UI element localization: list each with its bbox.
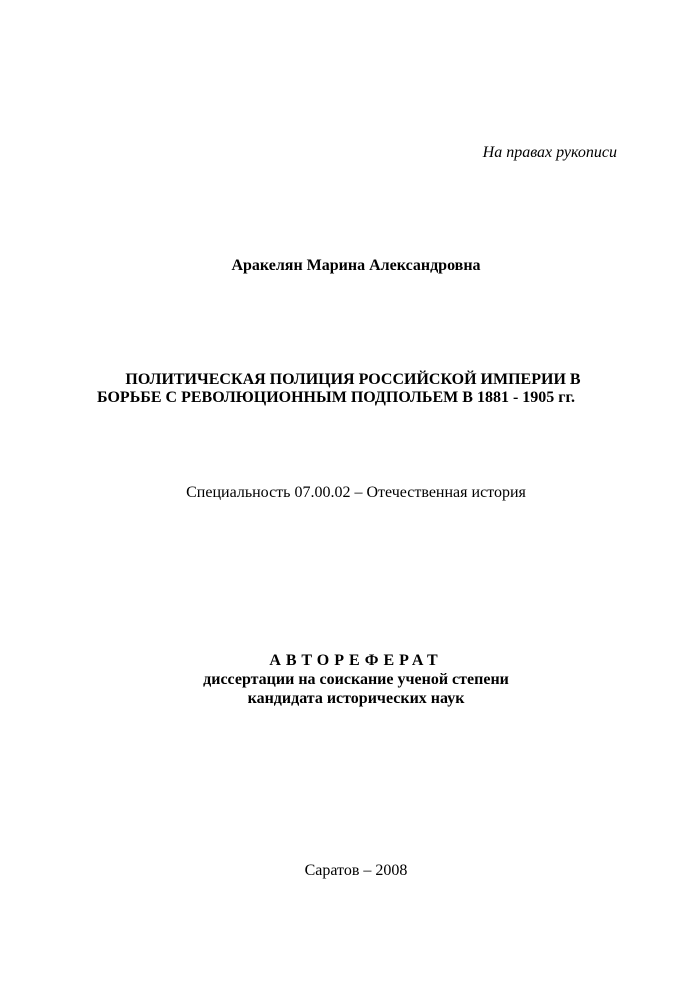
dissertation-title-line-1: ПОЛИТИЧЕСКАЯ ПОЛИЦИЯ РОССИЙСКОЙ ИМПЕРИИ В: [125, 371, 581, 388]
manuscript-rights-note: На правах рукописи: [482, 144, 617, 161]
abstract-subtitle-line-1: диссертации на соискание ученой степени: [203, 671, 509, 688]
abstract-heading: АВТОРЕФЕРАТ: [269, 652, 443, 669]
place-and-year: Саратов – 2008: [304, 862, 408, 879]
author-name: Аракелян Марина Александровна: [231, 257, 481, 274]
specialty-line: Специальность 07.00.02 – Отечественная история: [186, 484, 526, 501]
dissertation-title-line-2: БОРЬБЕ С РЕВОЛЮЦИОННЫМ ПОДПОЛЬЕМ В 1881 - 1905 гг.: [97, 389, 576, 406]
abstract-subtitle-line-2: кандидата исторических наук: [247, 690, 465, 707]
